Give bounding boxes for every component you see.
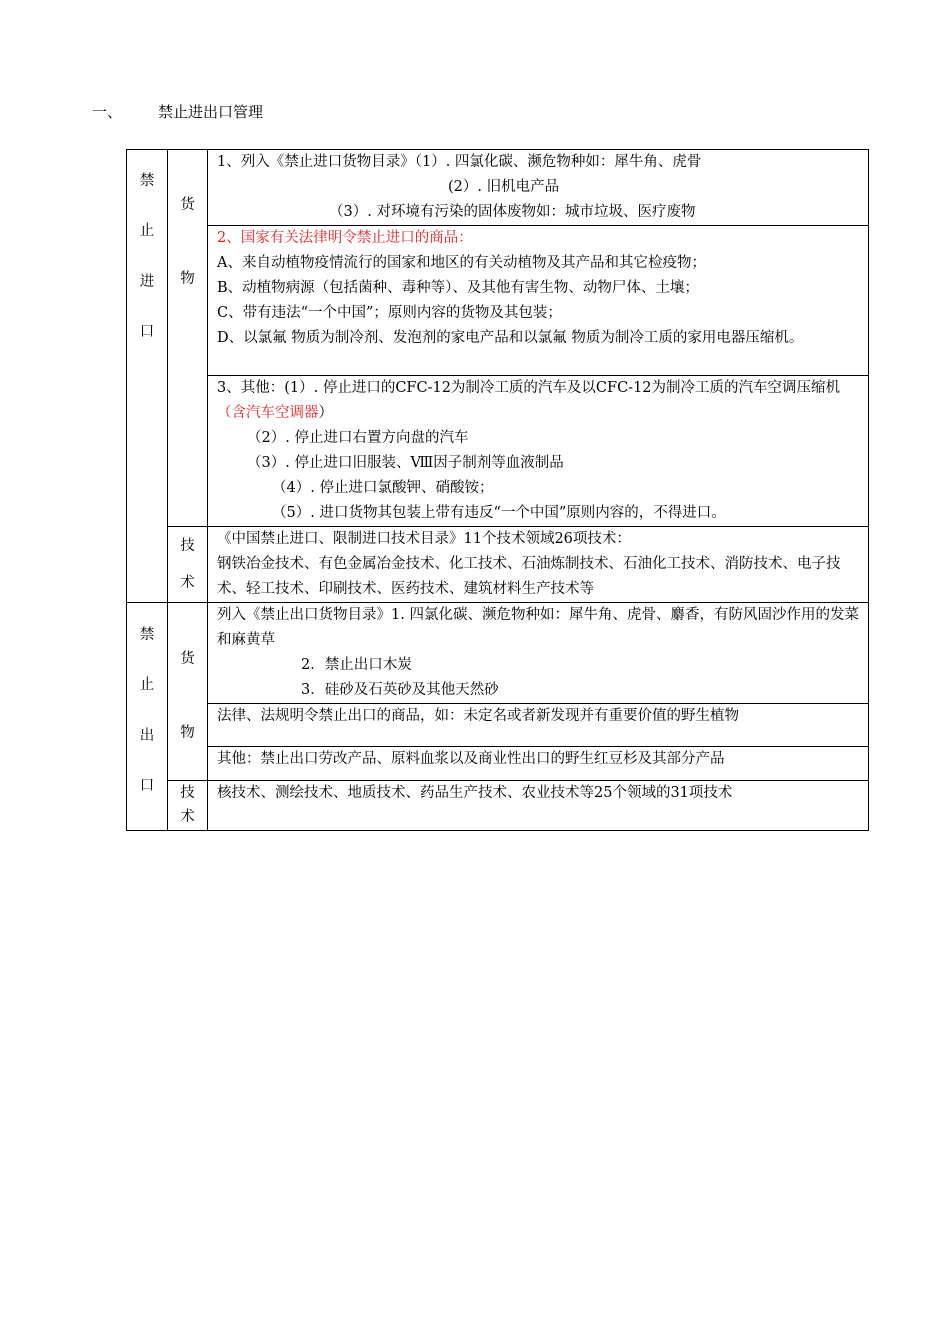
import-tech-row: 《中国禁止进口、限制进口技术目录》11个技术领域26项技术： 钢铁冶金技术、有色金属冶金技术、化工技术、石油炼制技术、石油化工技术、消防技术、电子技术、轻工技术、印刷技术、医药技术、建筑材料生产技术等 (208, 527, 869, 603)
export-goods-row-1: 列入《禁止出口货物目录》1. 四氯化碳、濒危物种如：犀牛角、虎骨、麝香，有防风固沙作用的发菜和麻黄草 2．禁止出口木炭 3．硅砂及石英砂及其他天然砂 (208, 603, 869, 704)
import-goods-row-1: 1、列入《禁止进口货物目录》（1）. 四氯化碳、濒危物种如：犀牛角、虎骨 (2）. 旧机电产品 （3）. 对环境有污染的固体废物如：城市垃圾、医疗废物 (208, 150, 869, 226)
import-category-label: 禁 止 进 口 (139, 173, 155, 340)
export-tech-label: 技 术 (180, 785, 195, 825)
import-goods-label-cell (168, 150, 208, 527)
export-category-cell (127, 603, 168, 831)
export-goods-label: 货 物 (180, 651, 195, 741)
import-tech-label: 技 术 (180, 537, 195, 592)
prohibition-table (126, 149, 869, 831)
export-goods-row-3: 其他：禁止出口劳改产品、原料血浆以及商业性出口的野生红豆杉及其部分产品 (208, 747, 869, 781)
export-goods-label-cell (168, 603, 208, 781)
import-goods-row-3: 3、其他：(1）. 停止进口的CFC-12为制冷工质的汽车及以CFC-12为制冷工质的汽车空调压缩机（含汽车空调器） （2）. 停止进口右置方向盘的汽车 （3）. 停止进口旧服装、Ⅷ因子制剂等血液制品 （4）. 停止进口氯酸钾、硝酸铵； （5）. 进口货物其包装上带有违反“一个中国”原则内容的，不得进口。 (208, 376, 869, 527)
section-heading (92, 101, 263, 123)
import-category-cell (127, 150, 168, 603)
export-goods-row-2: 法律、法规明令禁止出口的商品，如：未定名或者新发现并有重要价值的野生植物 (208, 704, 869, 747)
import-goods-label: 货 物 (180, 197, 195, 287)
import-goods-row-2: 2、国家有关法律明令禁止进口的商品： A、来自动植物疫情流行的国家和地区的有关动植物及其产品和其它检疫物； B、动植物病源（包括菌种、毒种等）、及其他有害生物、动物尸体、土壤； C、带有违法“一个中国”；原则内容的货物及其包装； D、以氯氟 物质为制冷剂、发泡剂的家电产品和以氯氟 物质为制冷工质的家用电器压缩机。 (208, 226, 869, 376)
section-number: 一、 (92, 103, 123, 121)
section-title: 禁止进出口管理 (158, 103, 264, 121)
export-tech-row: 核技术、测绘技术、地质技术、药品生产技术、农业技术等25个领域的31项技术 (208, 781, 869, 831)
export-category-label: 禁 止 出 口 (139, 627, 155, 794)
export-tech-label-cell (168, 781, 208, 831)
import-tech-label-cell (168, 527, 208, 603)
